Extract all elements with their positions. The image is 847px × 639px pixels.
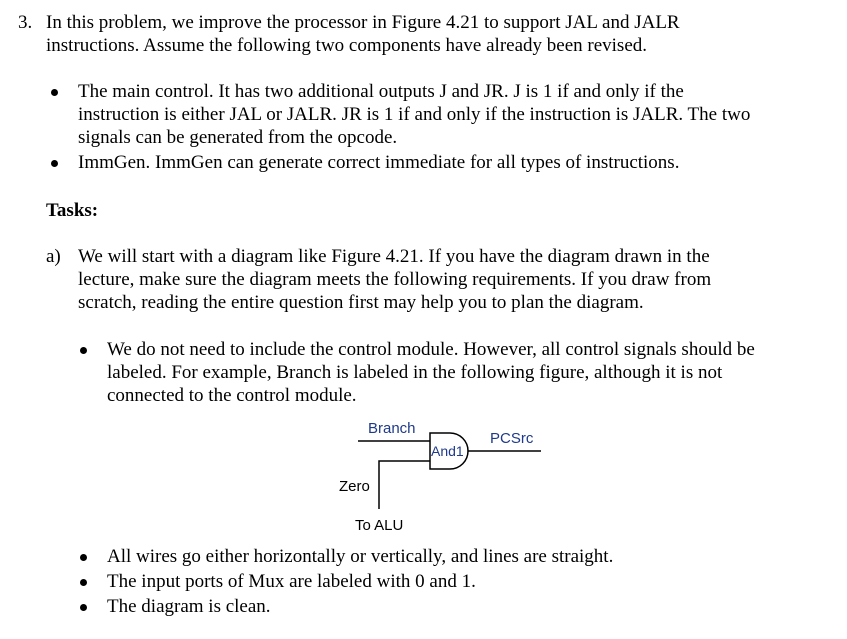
requirement-1-line-2: labeled. For example, Branch is labeled in the following figure, although it is not xyxy=(107,362,723,383)
assumption-1-line-2: instruction is either JAL or JALR. JR is 1 if and only if the instruction is JALR. The two xyxy=(78,104,751,125)
assumption-1-line-3: signals can be generated from the opcode. xyxy=(78,127,398,148)
bullet-dot xyxy=(80,554,87,561)
branch-label: Branch xyxy=(368,420,416,437)
task-a-line-2: lecture, make sure the diagram meets the following requirements. If you draw from xyxy=(78,269,712,290)
intro-line-2: instructions. Assume the following two components have already been revised. xyxy=(46,35,648,56)
assumption-1-line-1: The main control. It has two additional outputs J and JR. J is 1 if and only if the xyxy=(78,81,684,102)
to-alu-label: To ALU xyxy=(355,517,404,534)
requirement-3: The input ports of Mux are labeled with 0 and 1. xyxy=(107,571,476,592)
bullet-dot xyxy=(80,579,87,586)
task-a-line-1: We will start with a diagram like Figure 4.21. If you have the diagram drawn in the xyxy=(78,246,710,267)
zero-label: Zero xyxy=(339,478,370,495)
requirement-4: The diagram is clean. xyxy=(107,596,271,617)
requirement-1-line-1: We do not need to include the control module. However, all control signals should be xyxy=(107,339,755,360)
tasks-heading: Tasks: xyxy=(46,200,99,221)
assumption-2-line-1: ImmGen. ImmGen can generate correct immediate for all types of instructions. xyxy=(78,152,680,173)
requirement-2: All wires go either horizontally or vertically, and lines are straight. xyxy=(107,546,614,567)
and-gate-label: And1 xyxy=(431,443,464,459)
task-a-line-3: scratch, reading the entire question first may help you to plan the diagram. xyxy=(78,292,644,313)
task-a-label: a) xyxy=(46,246,61,267)
problem-number: 3. xyxy=(18,12,33,33)
bullet-dot xyxy=(80,604,87,611)
requirement-1-line-3: connected to the control module. xyxy=(107,385,357,406)
zero-wire xyxy=(379,461,430,509)
pcsrc-label: PCSrc xyxy=(490,430,534,447)
intro-line-1: In this problem, we improve the processor in Figure 4.21 to support JAL and JALR xyxy=(46,12,680,33)
